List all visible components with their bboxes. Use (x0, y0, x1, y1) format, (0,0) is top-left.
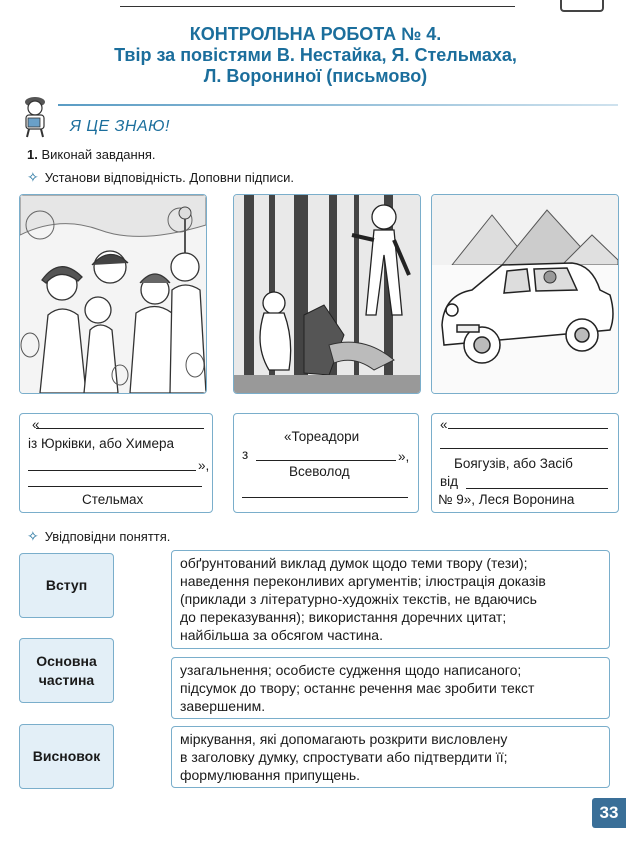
subtask-match (27, 169, 294, 186)
section-divider (58, 104, 618, 106)
caption2-line2: Всеволод (289, 464, 350, 479)
section-label: Я ЦЕ ЗНАЮ! (70, 118, 170, 135)
book-corner-icon (560, 0, 604, 12)
caption2-blank-2[interactable] (242, 497, 408, 498)
term-conclusion[interactable] (19, 724, 114, 789)
illustration-forest (233, 194, 421, 394)
term-intro-label: Вступ (45, 577, 88, 593)
definition-3-line-1: міркування, які допомагають розкрити висловлену (180, 731, 508, 747)
boy-mascot-icon (16, 94, 54, 143)
task-number: 1. (27, 147, 38, 162)
task-text: Виконай завдання. (41, 147, 156, 162)
illustration-car-pyramids (431, 194, 619, 394)
page-title-line3: Л. Ворониної (письмово) (203, 66, 428, 86)
definition-3-line-2: в заголовку думку, спростувати або підтвердити її; (180, 749, 508, 765)
caption1-author: Стельмах (82, 492, 144, 507)
subtask-match-text: Установи відповідність. Доповни підписи. (44, 170, 294, 185)
definition-3[interactable] (171, 726, 610, 788)
caption2-blank-1[interactable] (256, 460, 396, 461)
term-main-body[interactable] (19, 638, 114, 703)
subtask-concepts-text: Увідповідни поняття. (44, 529, 171, 544)
caption1-blank-2[interactable] (28, 470, 196, 471)
term-main-body-line2: частина (38, 671, 95, 688)
caption3-line3: № 9», Леся Воронина (438, 492, 575, 507)
caption-box-3[interactable] (431, 413, 619, 513)
caption1-quote: « (32, 417, 40, 432)
diamond-bullet-icon: ✧ (27, 528, 39, 544)
caption3-blank-3[interactable] (466, 488, 608, 489)
definition-1-line-2: наведення переконливих аргументів; ілюстрація доказів (180, 573, 546, 589)
caption3-blank-2[interactable] (440, 448, 608, 449)
definition-1-line-5: найбільша за обсягом частина. (180, 627, 383, 643)
definition-2[interactable] (171, 657, 610, 719)
caption1-blank-1[interactable] (36, 428, 204, 429)
caption2-suffix: », (398, 449, 410, 464)
definition-1-line-3: (приклади з літературно-художніх текстів, не вдаючись (180, 591, 537, 607)
subtask-concepts (27, 528, 170, 545)
caption3-quote: « (440, 417, 448, 432)
page-number: 33 (592, 798, 626, 828)
page-title-line1: КОНТРОЛЬНА РОБОТА № 4. (189, 24, 442, 44)
task-heading (27, 147, 156, 162)
term-main-body-line1: Основна (36, 652, 97, 669)
caption2-prefix: з (242, 447, 249, 462)
caption3-blank-1[interactable] (448, 428, 608, 429)
caption1-blank-3[interactable] (28, 486, 202, 487)
term-intro[interactable] (19, 553, 114, 618)
definition-1-line-4: до переказування); використання доречних цитат; (180, 609, 507, 625)
caption-box-1[interactable] (19, 413, 213, 513)
diamond-bullet-icon: ✧ (27, 169, 39, 185)
caption3-line1: Боягузів, або Засіб (454, 456, 573, 471)
definition-2-line-3: завершеним. (180, 698, 266, 714)
page-title-line2: Твір за повістями В. Нестайка, Я. Стельмаха, (114, 45, 517, 65)
caption1-line1: із Юрківки, або Химера (28, 436, 174, 451)
definition-3-line-3: формулювання припущень. (180, 767, 361, 783)
definition-1[interactable] (171, 550, 610, 649)
caption2-line1: «Тореадори (284, 429, 360, 444)
definition-1-line-1: обґрунтований виклад думок щодо теми твору (тези); (180, 555, 528, 571)
term-main-body-label (36, 652, 97, 690)
definition-2-line-2: підсумок до твору; останнє речення має зробити текст (180, 680, 535, 696)
caption1-suffix: », (198, 458, 210, 473)
caption-box-2[interactable] (233, 413, 419, 513)
caption3-line2: від (440, 474, 459, 489)
top-rule (120, 6, 515, 7)
term-conclusion-label: Висновок (32, 748, 101, 764)
definition-2-line-1: узагальнення; особисте судження щодо написаного; (180, 662, 522, 678)
illustration-children (19, 194, 207, 394)
